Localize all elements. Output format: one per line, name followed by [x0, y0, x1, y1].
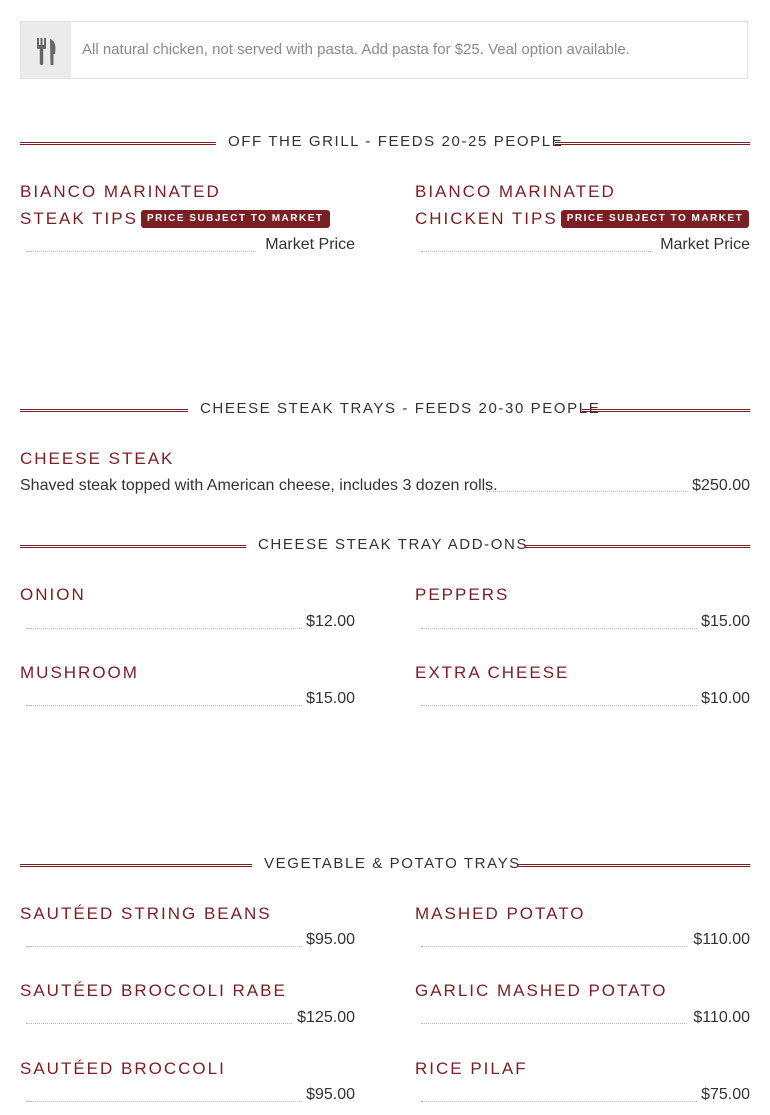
section-divider-left: [20, 545, 246, 548]
note-text: All natural chicken, not served with pasta. Add pasta for $25. Veal option available.: [82, 41, 630, 58]
item-price: $110.00: [693, 931, 750, 948]
price-leader-dots: [421, 1101, 697, 1102]
price-leader-dots: [26, 251, 256, 252]
menu-item-cheese-steak: CHEESE STEAK: [20, 449, 175, 468]
menu-item-garlic-mashed-potato: GARLIC MASHED POTATO: [415, 981, 668, 1000]
item-price: $125.00: [297, 1009, 355, 1026]
section-title-grill: OFF THE GRILL - FEEDS 20-25 PEOPLE: [228, 133, 564, 150]
section-divider-right: [555, 142, 750, 145]
price-leader-dots: [486, 491, 688, 492]
note-icon-box: [21, 22, 71, 78]
price-badge: PRICE SUBJECT TO MARKET: [561, 210, 750, 228]
item-price: Market Price: [265, 236, 355, 253]
menu-item-mushroom: MUSHROOM: [20, 663, 139, 682]
menu-item-rice-pilaf: RICE PILAF: [415, 1059, 528, 1078]
price-leader-dots: [421, 251, 651, 252]
price-leader-dots: [421, 946, 687, 947]
item-price: Market Price: [660, 236, 750, 253]
price-leader-dots: [26, 1101, 302, 1102]
item-price: $95.00: [306, 931, 355, 948]
menu-item-peppers: PEPPERS: [415, 585, 510, 604]
fork-knife-icon: [36, 38, 58, 66]
price-leader-dots: [26, 946, 302, 947]
item-description: Shaved steak topped with American cheese, includes 3 dozen rolls.: [20, 477, 498, 494]
price-badge: PRICE SUBJECT TO MARKET: [141, 210, 330, 228]
section-divider-right: [582, 409, 750, 412]
menu-item-steak-tips: [20, 178, 330, 232]
info-note: [20, 21, 748, 79]
section-title-cheesesteak: CHEESE STEAK TRAYS - FEEDS 20-30 PEOPLE: [200, 400, 601, 417]
price-leader-dots: [421, 705, 697, 706]
price-leader-dots: [26, 1023, 292, 1024]
menu-item-string-beans: SAUTÉED STRING BEANS: [20, 904, 272, 923]
section-title-veg: VEGETABLE & POTATO TRAYS: [264, 855, 521, 872]
item-name-line2: CHICKEN TIPS: [415, 209, 558, 228]
item-price: $110.00: [693, 1009, 750, 1026]
item-price: $95.00: [306, 1086, 355, 1103]
price-leader-dots: [421, 628, 697, 629]
item-price: $15.00: [306, 690, 355, 707]
menu-item-extra-cheese: EXTRA CHEESE: [415, 663, 570, 682]
section-divider-right: [518, 864, 750, 867]
section-divider-left: [20, 409, 188, 412]
item-price: $15.00: [701, 613, 750, 630]
item-price: $10.00: [701, 690, 750, 707]
item-name-line1: BIANCO MARINATED: [20, 182, 221, 201]
menu-item-chicken-tips: [415, 178, 749, 232]
menu-item-mashed-potato: MASHED POTATO: [415, 904, 586, 923]
price-leader-dots: [26, 705, 302, 706]
section-title-addons: CHEESE STEAK TRAY ADD-ONS: [258, 536, 529, 553]
price-leader-dots: [421, 1023, 687, 1024]
section-divider-right: [524, 545, 750, 548]
item-name-line1: BIANCO MARINATED: [415, 182, 616, 201]
price-leader-dots: [26, 628, 302, 629]
item-price: $250.00: [692, 477, 750, 494]
item-price: $75.00: [701, 1086, 750, 1103]
section-divider-left: [20, 864, 252, 867]
section-divider-left: [20, 142, 216, 145]
item-name-line2: STEAK TIPS: [20, 209, 138, 228]
item-price: $12.00: [306, 613, 355, 630]
menu-item-onion: ONION: [20, 585, 86, 604]
menu-item-broccoli: SAUTÉED BROCCOLI: [20, 1059, 226, 1078]
menu-item-broccoli-rabe: SAUTÉED BROCCOLI RABE: [20, 981, 287, 1000]
